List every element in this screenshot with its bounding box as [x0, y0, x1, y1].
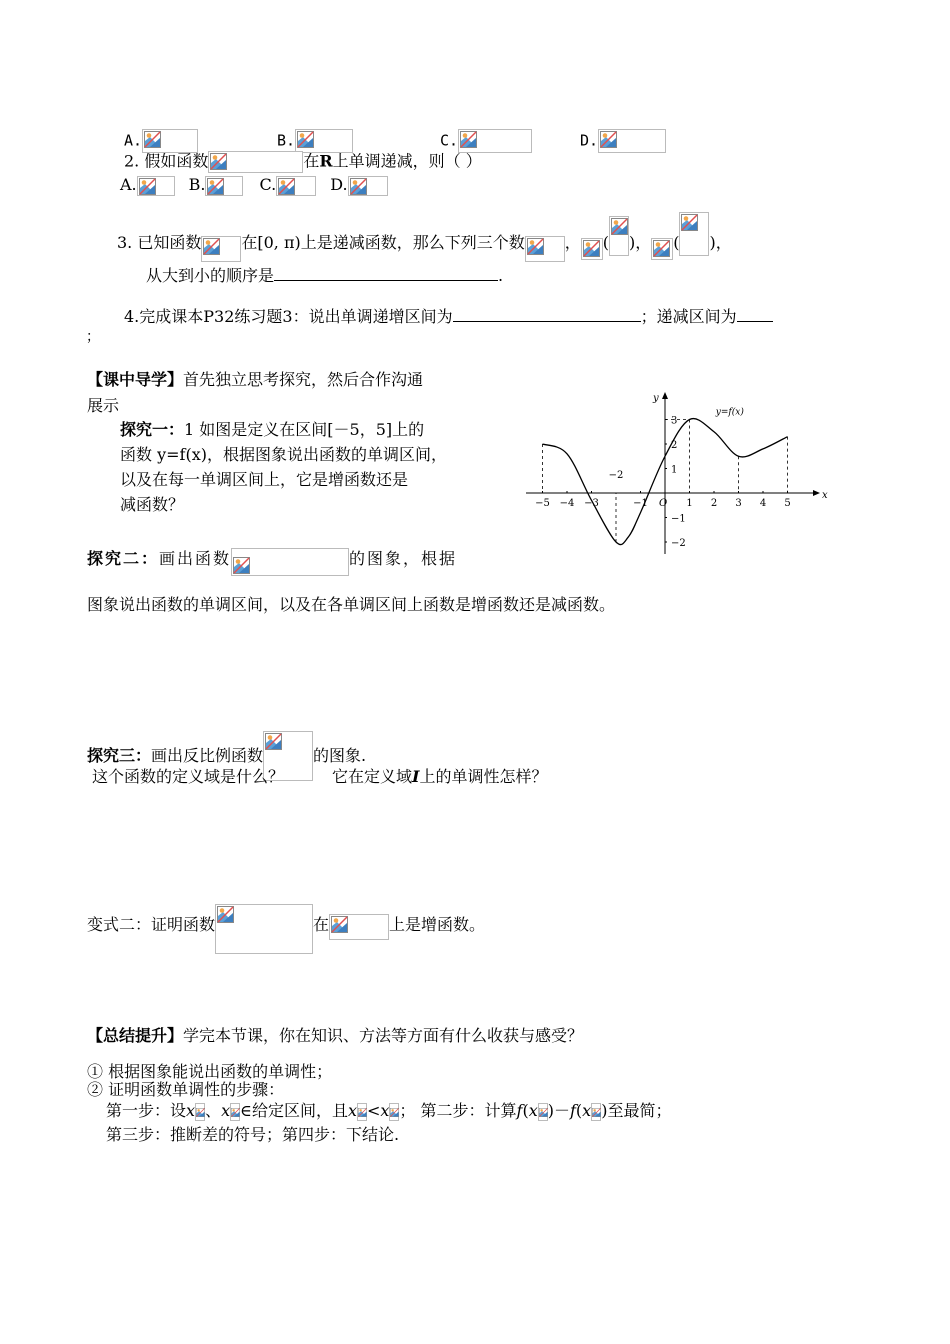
- explore-2-suffix: 的图象，根据: [349, 549, 458, 568]
- x-tick-label: 2: [710, 498, 718, 509]
- summary-item-1: ① 根据图象能说出函数的单调性；: [87, 1062, 333, 1081]
- section-in-class-text: 首先独立思考探究，然后合作沟通: [183, 370, 424, 389]
- explore-1-label: 探究一：: [120, 420, 185, 439]
- step-1-separator: 、: [205, 1101, 222, 1120]
- broken-image-icon: [231, 1108, 240, 1117]
- explore-1-text-2: 函数 y=f(x)，根据图象说出函数的单调区间，: [120, 445, 447, 464]
- q3-order-prompt: 从大到小的顺序是: [146, 266, 275, 285]
- variant-2-interval-image: [329, 914, 389, 940]
- q2-option-b-label: B.: [188, 175, 206, 194]
- broken-image-icon: [681, 214, 698, 231]
- variable-x2: x: [221, 1101, 231, 1120]
- explore-2-line-1: [87, 548, 457, 576]
- explore-3-question-1: 这个函数的定义域是什么？: [92, 767, 285, 786]
- question-4: [124, 307, 773, 327]
- variable-x1: x: [186, 1101, 196, 1120]
- q1-option-d-image: [598, 129, 666, 153]
- variant-2-mid: 在: [313, 915, 330, 934]
- broken-image-icon: [390, 1108, 399, 1117]
- q1-option-c-image: [458, 129, 532, 153]
- q2-option-b-image: [205, 176, 243, 196]
- y-tick-label: 3: [671, 415, 678, 427]
- paren-open-1: (: [522, 1101, 529, 1120]
- explore-3-prefix: 画出反比例函数: [151, 746, 264, 765]
- summary-item-2: ② 证明函数单调性的步骤：: [87, 1080, 285, 1099]
- broken-image-icon: [265, 733, 282, 750]
- q3-paren-close-2: )，: [709, 233, 732, 252]
- explore-2-text-2: 图象说出函数的单调区间，以及在各单调区间上函数是增函数还是减函数。: [87, 595, 616, 614]
- explore-3-question-2b: 上的单调性怎样？: [419, 767, 548, 786]
- q4-text: 4.完成课本P32练习题3：说出单调递增区间为: [124, 307, 453, 326]
- q3-mid: 在[0, π)上是递减函数，那么下列三个数: [241, 233, 525, 252]
- q2-option-d-label: D.: [330, 175, 348, 194]
- explore-1-text-1: 1 如图是定义在区间[－5，5]上的: [184, 420, 425, 439]
- explore-2-function-image: [231, 548, 349, 576]
- q1-options: [124, 129, 198, 153]
- broken-image-icon: [539, 1108, 548, 1117]
- q3-number-3-arg-image: [679, 212, 709, 256]
- subscript-2-image: [230, 1103, 240, 1121]
- explore-3-question-2a: 它在定义域: [332, 767, 413, 786]
- q3-number-2-arg-image: [609, 216, 629, 256]
- step-2-suffix: 至最简；: [607, 1101, 672, 1120]
- x-tick-label: 4: [759, 498, 767, 509]
- variant-2: [87, 904, 485, 954]
- q3-order-line: [146, 266, 503, 286]
- broken-image-icon: [144, 131, 161, 148]
- q2-real-set: R: [319, 151, 333, 171]
- function-f-1: f: [516, 1101, 523, 1120]
- broken-image-icon: [207, 178, 224, 195]
- q2-suffix: 上单调递减，则（ ）: [332, 151, 482, 171]
- x-tick-label: −4: [559, 498, 575, 509]
- less-than: <: [366, 1101, 381, 1120]
- summary-steps-line-2: 第三步：推断差的符号；第四步：下结论.: [106, 1125, 400, 1144]
- q3-function-image: [201, 236, 241, 262]
- explore-1-text-3: 以及在每一单调区间上，它是增函数还是: [120, 470, 409, 489]
- paren-close-2: ): [601, 1101, 608, 1120]
- y-tick-label: −1: [671, 513, 686, 525]
- broken-image-icon: [611, 218, 628, 235]
- q1-option-b-image: [295, 129, 353, 153]
- variable-x-f1: x: [528, 1101, 538, 1120]
- broken-image-icon: [139, 178, 156, 195]
- q4-decreasing-blank[interactable]: [737, 321, 773, 322]
- q1-option-d-label: D.: [580, 131, 599, 150]
- paren-close-1: ): [547, 1101, 554, 1120]
- section-in-class-title: 【课中导学】: [87, 370, 184, 389]
- broken-image-icon: [600, 131, 617, 148]
- explore-2-prefix: 画出函数: [159, 549, 232, 568]
- broken-image-icon: [653, 240, 670, 257]
- broken-image-icon: [350, 178, 367, 195]
- curve-label: y=f(x): [715, 407, 744, 418]
- explore-3-suffix: 的图象.: [313, 746, 367, 765]
- q3-period: .: [498, 266, 504, 285]
- q3-paren-open-1: (: [602, 233, 609, 252]
- broken-image-icon: [592, 1108, 601, 1117]
- q2-options: [120, 175, 388, 196]
- step-1-mid: ∈给定区间，且: [240, 1101, 348, 1120]
- q2-option-c-image: [276, 176, 316, 196]
- broken-image-icon: [196, 1108, 205, 1117]
- step-2-prefix: ； 第二步：计算: [399, 1101, 517, 1120]
- q3-number-1-image: [525, 236, 565, 262]
- subscript-2b-image: [389, 1103, 399, 1121]
- broken-image-icon: [278, 178, 295, 195]
- minus-sign: －: [553, 1101, 570, 1120]
- y-tick-label: 2: [671, 440, 678, 451]
- q2-prefix: 2. 假如函数: [124, 151, 209, 171]
- x-axis-arrow: [813, 490, 820, 496]
- explore-3-questions: [92, 767, 548, 787]
- section-in-class: [87, 370, 423, 390]
- subscript-f1-image: [538, 1103, 548, 1121]
- x-tick-label: −3: [584, 498, 599, 509]
- q3-paren-close-1: )，: [628, 233, 652, 252]
- x-tick-label: −5: [535, 498, 550, 509]
- summary-steps-line-1: [106, 1101, 671, 1121]
- x-tick-label: 3: [735, 498, 742, 509]
- q1-option-b-label: B.: [277, 131, 296, 150]
- x-tick-label: −1: [633, 498, 648, 509]
- origin-label: O: [659, 498, 668, 509]
- broken-image-icon: [358, 1108, 367, 1117]
- x-tick-label: 1: [686, 498, 693, 509]
- variant-2-suffix: 上是增函数。: [389, 915, 486, 934]
- q1-option-d: [580, 129, 666, 153]
- explore-1-text-4: 减函数？: [120, 495, 185, 514]
- q3-number-3-func-image: [651, 238, 673, 260]
- paren-open-2: (: [575, 1101, 583, 1120]
- subscript-f2-image: [591, 1103, 601, 1121]
- x-tick-label: 5: [784, 498, 791, 509]
- y-tick-label: −2: [671, 538, 686, 549]
- q4-end: ；: [86, 329, 100, 345]
- broken-image-icon: [210, 153, 227, 170]
- q3-number-2-func-image: [581, 238, 603, 260]
- domain-symbol: I: [412, 767, 420, 786]
- subscript-1-image: [195, 1103, 205, 1121]
- q3-paren-open-2: (: [673, 233, 680, 252]
- q1-option-c-label: C.: [440, 131, 459, 150]
- variable-x-f2: x: [582, 1101, 592, 1120]
- broken-image-icon: [217, 906, 234, 923]
- x-tick-label-minus-2: −2: [608, 470, 624, 481]
- broken-image-icon: [460, 131, 477, 148]
- question-2: [124, 151, 482, 173]
- q2-option-c-label: C.: [259, 175, 277, 194]
- function-graph: [520, 388, 830, 558]
- broken-image-icon: [331, 916, 348, 933]
- q1-option-b: [277, 129, 353, 153]
- subscript-1b-image: [357, 1103, 367, 1121]
- q4-mid: ；递减区间为: [640, 307, 737, 326]
- q2-option-d-image: [348, 176, 388, 196]
- broken-image-icon: [583, 240, 600, 257]
- explore-2-label: 探究二：: [87, 549, 160, 568]
- broken-image-icon: [297, 131, 314, 148]
- q1-option-a-image: [142, 129, 198, 153]
- x-axis-label: x: [822, 490, 828, 501]
- q3-prefix: 3. 已知函数: [117, 233, 202, 252]
- variable-x2-b: x: [380, 1101, 390, 1120]
- q2-mid: 在: [303, 151, 320, 171]
- q2-function-image: [208, 151, 303, 173]
- q3-answer-blank[interactable]: [274, 280, 498, 281]
- explore-3-label: 探究三：: [87, 746, 152, 765]
- variant-2-prefix: 变式二：证明函数: [87, 915, 216, 934]
- explore-1-line-1: [120, 420, 424, 440]
- broken-image-icon: [527, 238, 544, 255]
- y-axis-label: y: [653, 393, 659, 404]
- variant-2-function-image: [215, 904, 313, 954]
- y-axis-arrow: [662, 392, 668, 399]
- broken-image-icon: [233, 557, 250, 574]
- q2-option-a-image: [137, 176, 175, 196]
- q1-option-a-label: A.: [124, 131, 143, 150]
- step-1-prefix: 第一步：设: [106, 1101, 187, 1120]
- section-in-class-text-2: 展示: [87, 396, 120, 415]
- summary-header: [87, 1026, 583, 1046]
- q4-increasing-blank[interactable]: [453, 321, 641, 322]
- q3-comma: ，: [564, 233, 581, 252]
- summary-text: 学完本节课，你在知识、方法等方面有什么收获与感受？: [183, 1026, 584, 1045]
- broken-image-icon: [203, 238, 220, 255]
- q1-option-c: [440, 129, 532, 153]
- variable-x1-b: x: [347, 1101, 357, 1120]
- function-f-2: f: [569, 1101, 576, 1120]
- summary-title: 【总结提升】: [87, 1026, 184, 1045]
- question-3: [117, 212, 732, 262]
- q2-option-a-label: A.: [120, 175, 137, 194]
- y-tick-label: 1: [671, 464, 678, 476]
